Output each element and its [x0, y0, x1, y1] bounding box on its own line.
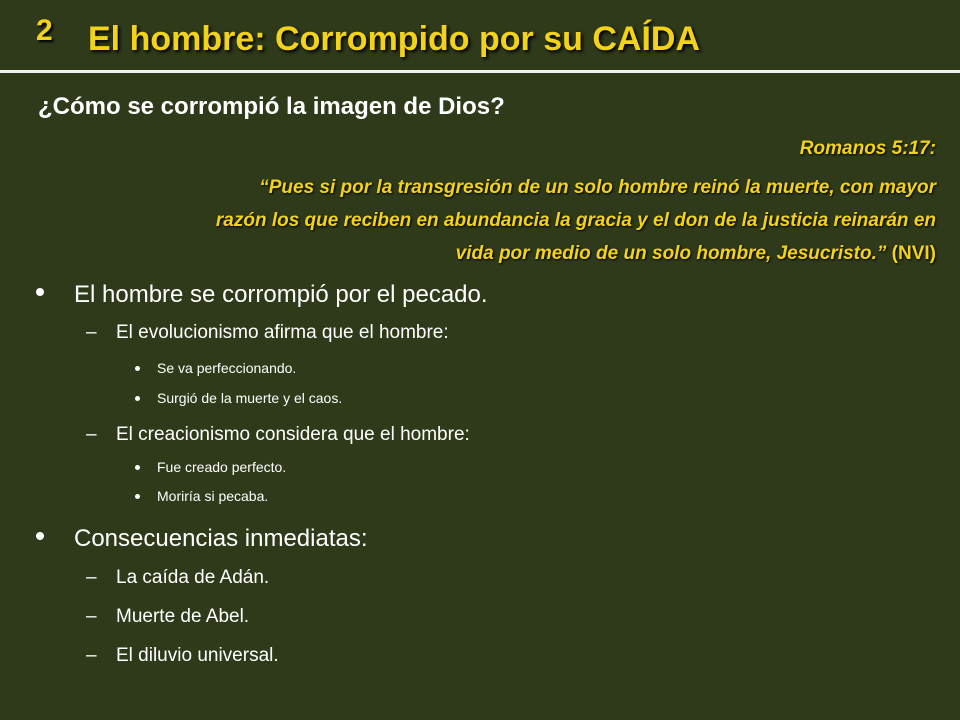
verse-reference: Romanos 5:17: [799, 138, 936, 159]
small-dot-icon [135, 465, 140, 470]
sub-bullet-text: La caída de Adán. [116, 567, 270, 588]
question-heading: ¿Cómo se corrompió la imagen de Dios? [38, 93, 505, 120]
small-dot-icon [135, 396, 140, 401]
sub-sub-bullet [157, 390, 342, 406]
sub-sub-bullet-text: Fue creado perfecto. [157, 459, 287, 475]
dash-icon: – [86, 606, 97, 627]
sub-sub-bullet [157, 360, 296, 376]
sub-sub-bullet-text: Se va perfeccionando. [157, 360, 297, 376]
sub-bullet-text: El evolucionismo afirma que el hombre: [116, 322, 449, 343]
sub-bullet-text: El creacionismo considera que el hombre: [116, 424, 470, 445]
sub-sub-bullet [157, 488, 268, 504]
bullet-dot-icon [36, 288, 44, 296]
bullet-dot-icon [36, 532, 44, 540]
dash-icon: – [86, 322, 97, 343]
sub-sub-bullet-text: Moriría si pecaba. [157, 488, 269, 504]
dash-icon: – [86, 567, 97, 588]
sub-bullet-text: Muerte de Abel. [116, 606, 250, 627]
verse-line-3: vida por medio de un solo hombre, Jesucristo.” [455, 243, 887, 264]
dash-icon: – [86, 645, 97, 666]
bullet-text: Consecuencias inmediatas: [74, 525, 368, 552]
sub-bullet-text: El diluvio universal. [116, 645, 279, 666]
sub-bullet-adam [86, 567, 270, 589]
verse-version: (NVI) [886, 243, 936, 264]
small-dot-icon [135, 366, 140, 371]
sub-sub-bullet-text: Surgió de la muerte y el caos. [157, 390, 343, 406]
bullet-consequences [74, 525, 368, 553]
verse-line-1: “Pues si por la transgresión de un solo hombre reinó la muerte, con mayor [259, 177, 936, 198]
bullet-sin-corruption [74, 281, 488, 309]
bullet-text: El hombre se corrompió por el pecado. [74, 281, 488, 308]
slide-title: El hombre: Corrompido por su CAÍDA [88, 20, 700, 58]
sub-bullet-abel [86, 606, 250, 628]
verse-quote [56, 171, 936, 270]
slide-number: 2 [36, 14, 53, 47]
sub-sub-bullet [157, 459, 286, 475]
sub-bullet-creationism [86, 424, 470, 446]
verse-line-2: razón los que reciben en abundancia la gracia y el don de la justicia reinarán en [215, 210, 936, 231]
title-divider [0, 70, 960, 73]
sub-bullet-flood [86, 645, 279, 667]
small-dot-icon [135, 494, 140, 499]
dash-icon: – [86, 424, 97, 445]
sub-bullet-evolutionism [86, 322, 449, 344]
